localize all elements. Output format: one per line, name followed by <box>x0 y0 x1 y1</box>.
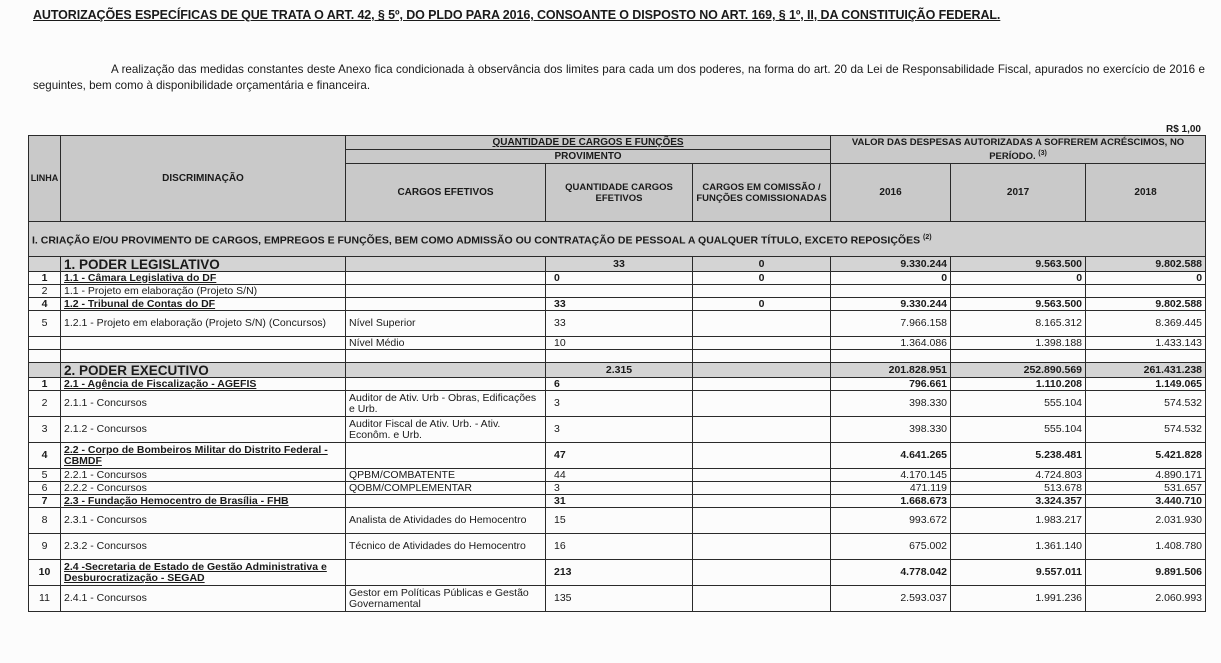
row-value-2018: 531.657 <box>1086 482 1206 495</box>
row-comissao <box>693 482 831 495</box>
row-comissao <box>693 534 831 560</box>
row-value-2017: 555.104 <box>951 417 1086 443</box>
row-value-2018: 1.433.143 <box>1086 337 1206 350</box>
row-comissao <box>693 560 831 586</box>
row-value-2017: 1.361.140 <box>951 534 1086 560</box>
row-value-2016: 4.641.265 <box>831 443 951 469</box>
row-comissao <box>693 508 831 534</box>
row-comissao: 0 <box>693 257 831 272</box>
header-linha: LINHA <box>29 136 61 222</box>
row-discriminacao: 2.1.2 - Concursos <box>61 417 346 443</box>
row-value-2017: 9.563.500 <box>951 257 1086 272</box>
row-quantidade: 213 <box>546 560 693 586</box>
row-value-2016: 7.966.158 <box>831 311 951 337</box>
row-cargo-efetivo <box>346 285 546 298</box>
row-linha: 2 <box>29 391 61 417</box>
header-2017: 2017 <box>951 164 1086 222</box>
row-linha: 4 <box>29 443 61 469</box>
table-row <box>29 417 1206 443</box>
row-quantidade: 3 <box>546 482 693 495</box>
row-value-2016: 471.119 <box>831 482 951 495</box>
row-cargo-efetivo <box>346 272 546 285</box>
table-row <box>29 586 1206 612</box>
row-value-2017: 8.165.312 <box>951 311 1086 337</box>
row-comissao <box>693 363 831 378</box>
row-quantidade: 6 <box>546 378 693 391</box>
row-discriminacao: 2.3.2 - Concursos <box>61 534 346 560</box>
row-quantidade: 10 <box>546 337 693 350</box>
row-cargo-efetivo <box>346 443 546 469</box>
row-linha: 10 <box>29 560 61 586</box>
row-value-2018: 5.421.828 <box>1086 443 1206 469</box>
table-row <box>29 350 1206 363</box>
row-discriminacao: 2. PODER EXECUTIVO <box>61 363 346 378</box>
currency-unit: R$ 1,00 <box>1165 124 1201 135</box>
row-value-2018: 4.890.171 <box>1086 469 1206 482</box>
table-row <box>29 285 1206 298</box>
row-value-2017: 252.890.569 <box>951 363 1086 378</box>
row-comissao <box>693 285 831 298</box>
row-value-2017: 555.104 <box>951 391 1086 417</box>
poder-row <box>29 257 1206 272</box>
row-value-2016: 398.330 <box>831 417 951 443</box>
row-value-2018: 261.431.238 <box>1086 363 1206 378</box>
row-comissao <box>693 586 831 612</box>
table-row <box>29 378 1206 391</box>
row-value-2016: 0 <box>831 272 951 285</box>
row-value-2017: 9.557.011 <box>951 560 1086 586</box>
row-value-2017: 3.324.357 <box>951 495 1086 508</box>
row-quantidade: 31 <box>546 495 693 508</box>
row-quantidade: 15 <box>546 508 693 534</box>
row-value-2018: 1.149.065 <box>1086 378 1206 391</box>
row-cargo-efetivo: Auditor Fiscal de Ativ. Urb. - Ativ. Econôm. e Urb. <box>346 417 546 443</box>
table-row <box>29 443 1206 469</box>
row-linha: 8 <box>29 508 61 534</box>
row-value-2016 <box>831 285 951 298</box>
row-quantidade: 3 <box>546 391 693 417</box>
row-linha: 7 <box>29 495 61 508</box>
row-quantidade: 33 <box>546 311 693 337</box>
row-linha <box>29 350 61 363</box>
row-quantidade: 33 <box>546 257 693 272</box>
row-linha: 2 <box>29 285 61 298</box>
row-comissao <box>693 495 831 508</box>
row-value-2017: 1.110.208 <box>951 378 1086 391</box>
row-linha: 9 <box>29 534 61 560</box>
row-cargo-efetivo <box>346 495 546 508</box>
row-quantidade: 135 <box>546 586 693 612</box>
row-cargo-efetivo: Analista de Atividades do Hemocentro <box>346 508 546 534</box>
row-value-2018: 2.060.993 <box>1086 586 1206 612</box>
row-value-2018: 574.532 <box>1086 391 1206 417</box>
row-cargo-efetivo: QOBM/COMPLEMENTAR <box>346 482 546 495</box>
row-discriminacao: 1. PODER LEGISLATIVO <box>61 257 346 272</box>
table-row <box>29 482 1206 495</box>
table-row <box>29 272 1206 285</box>
row-value-2018: 1.408.780 <box>1086 534 1206 560</box>
header-2018: 2018 <box>1086 164 1206 222</box>
row-value-2018 <box>1086 285 1206 298</box>
row-value-2017 <box>951 285 1086 298</box>
row-discriminacao <box>61 337 346 350</box>
row-value-2018: 2.031.930 <box>1086 508 1206 534</box>
row-linha: 5 <box>29 311 61 337</box>
row-discriminacao: 2.2.1 - Concursos <box>61 469 346 482</box>
row-discriminacao: 2.2 - Corpo de Bombeiros Militar do Distrito Federal - CBMDF <box>61 443 346 469</box>
row-value-2018: 9.891.506 <box>1086 560 1206 586</box>
row-value-2016: 9.330.244 <box>831 257 951 272</box>
row-comissao <box>693 337 831 350</box>
row-cargo-efetivo <box>346 257 546 272</box>
row-quantidade: 0 <box>546 272 693 285</box>
row-quantidade: 44 <box>546 469 693 482</box>
authorization-table <box>28 135 1206 612</box>
row-value-2016: 2.593.037 <box>831 586 951 612</box>
header-quantidade-group: QUANTIDADE DE CARGOS E FUNÇÕES <box>346 136 831 150</box>
row-value-2018: 574.532 <box>1086 417 1206 443</box>
row-value-2018: 9.802.588 <box>1086 257 1206 272</box>
row-linha: 5 <box>29 469 61 482</box>
row-discriminacao: 2.3 - Fundação Hemocentro de Brasília - FHB <box>61 495 346 508</box>
row-value-2016: 675.002 <box>831 534 951 560</box>
row-comissao <box>693 443 831 469</box>
row-comissao <box>693 378 831 391</box>
row-comissao <box>693 417 831 443</box>
row-value-2016: 4.778.042 <box>831 560 951 586</box>
document-title: AUTORIZAÇÕES ESPECÍFICAS DE QUE TRATA O ART. 42, § 5º, DO PLDO PARA 2016, CONSOANTE O DISPOSTO NO ART. 169, § 1º, II, DA CONSTITUIÇÃO FEDERAL. <box>33 8 1001 22</box>
table-row <box>29 311 1206 337</box>
table-row <box>29 298 1206 311</box>
row-discriminacao: 2.4 -Secretaria de Estado de Gestão Administrativa e Desburocratização - SEGAD <box>61 560 346 586</box>
row-discriminacao: 1.1 - Projeto em elaboração (Projeto S/N) <box>61 285 346 298</box>
row-cargo-efetivo: QPBM/COMBATENTE <box>346 469 546 482</box>
intro-paragraph <box>33 62 1205 94</box>
table-row <box>29 534 1206 560</box>
row-linha: 11 <box>29 586 61 612</box>
row-quantidade <box>546 350 693 363</box>
row-value-2016 <box>831 350 951 363</box>
row-comissao: 0 <box>693 272 831 285</box>
row-discriminacao: 2.2.2 - Concursos <box>61 482 346 495</box>
row-value-2018: 9.802.588 <box>1086 298 1206 311</box>
row-comissao <box>693 469 831 482</box>
row-linha <box>29 363 61 378</box>
header-quantidade-cargos-efetivos: QUANTIDADE CARGOS EFETIVOS <box>546 164 693 222</box>
row-quantidade: 33 <box>546 298 693 311</box>
row-comissao: 0 <box>693 298 831 311</box>
row-linha <box>29 257 61 272</box>
row-cargo-efetivo: Gestor em Políticas Públicas e Gestão Governamental <box>346 586 546 612</box>
row-cargo-efetivo <box>346 350 546 363</box>
row-discriminacao: 2.1 - Agência de Fiscalização - AGEFIS <box>61 378 346 391</box>
row-comissao <box>693 391 831 417</box>
header-cargos-efetivos: CARGOS EFETIVOS <box>346 164 546 222</box>
poder-row <box>29 363 1206 378</box>
row-value-2017: 1.983.217 <box>951 508 1086 534</box>
row-value-2017 <box>951 350 1086 363</box>
row-value-2017: 513.678 <box>951 482 1086 495</box>
row-value-2017: 5.238.481 <box>951 443 1086 469</box>
row-comissao <box>693 311 831 337</box>
row-value-2018 <box>1086 350 1206 363</box>
row-discriminacao: 2.1.1 - Concursos <box>61 391 346 417</box>
row-linha: 6 <box>29 482 61 495</box>
row-discriminacao: 1.2 - Tribunal de Contas do DF <box>61 298 346 311</box>
table-row <box>29 469 1206 482</box>
row-value-2018: 8.369.445 <box>1086 311 1206 337</box>
table-row <box>29 495 1206 508</box>
row-discriminacao: 2.3.1 - Concursos <box>61 508 346 534</box>
row-linha: 4 <box>29 298 61 311</box>
row-cargo-efetivo: Nível Superior <box>346 311 546 337</box>
row-value-2016: 796.661 <box>831 378 951 391</box>
row-discriminacao: 1.2.1 - Projeto em elaboração (Projeto S/N) (Concursos) <box>61 311 346 337</box>
row-value-2016: 9.330.244 <box>831 298 951 311</box>
row-value-2016: 398.330 <box>831 391 951 417</box>
row-value-2016: 993.672 <box>831 508 951 534</box>
row-value-2016: 201.828.951 <box>831 363 951 378</box>
row-value-2017: 4.724.803 <box>951 469 1086 482</box>
row-linha: 1 <box>29 378 61 391</box>
row-value-2017: 1.991.236 <box>951 586 1086 612</box>
row-value-2017: 0 <box>951 272 1086 285</box>
row-linha: 3 <box>29 417 61 443</box>
row-quantidade: 3 <box>546 417 693 443</box>
row-cargo-efetivo <box>346 560 546 586</box>
row-discriminacao: 2.4.1 - Concursos <box>61 586 346 612</box>
row-discriminacao <box>61 350 346 363</box>
header-provimento: PROVIMENTO <box>346 150 831 164</box>
table-row <box>29 337 1206 350</box>
row-value-2016: 1.364.086 <box>831 337 951 350</box>
row-cargo-efetivo <box>346 298 546 311</box>
row-quantidade: 16 <box>546 534 693 560</box>
row-cargo-efetivo: Nível Médio <box>346 337 546 350</box>
row-cargo-efetivo: Auditor de Ativ. Urb - Obras, Edificações e Urb. <box>346 391 546 417</box>
row-value-2018: 0 <box>1086 272 1206 285</box>
row-cargo-efetivo <box>346 363 546 378</box>
section-header: I. CRIAÇÃO E/OU PROVIMENTO DE CARGOS, EMPREGOS E FUNÇÕES, BEM COMO ADMISSÃO OU CONTRATAÇÃO DE PESSOAL A QUALQUER TÍTULO, EXCETO REPOSIÇÕES $^{(2)}$ <box>29 222 1206 257</box>
row-linha <box>29 337 61 350</box>
table-row <box>29 508 1206 534</box>
row-comissao <box>693 350 831 363</box>
intro-text: A realização das medidas constantes deste Anexo fica condicionada à observância dos limites para cada um dos poderes, na forma do art. 20 da Lei de Responsabilidade Fiscal, apurados no exercício de 2016 e seguintes, bem como à disponibilidade orçamentária e financeira. <box>33 63 1205 92</box>
row-value-2018: 3.440.710 <box>1086 495 1206 508</box>
header-valor-group: VALOR DAS DESPESAS AUTORIZADAS A SOFREREM ACRÉSCIMOS, NO PERÍODO. $^{(3)}$ <box>831 136 1206 164</box>
row-value-2017: 9.563.500 <box>951 298 1086 311</box>
row-quantidade: 47 <box>546 443 693 469</box>
row-value-2017: 1.398.188 <box>951 337 1086 350</box>
header-cargos-comissao: CARGOS EM COMISSÃO / FUNÇÕES COMISSIONADAS <box>693 164 831 222</box>
table-row <box>29 560 1206 586</box>
row-value-2016: 1.668.673 <box>831 495 951 508</box>
row-cargo-efetivo <box>346 378 546 391</box>
row-linha: 1 <box>29 272 61 285</box>
row-quantidade <box>546 285 693 298</box>
row-discriminacao: 1.1 - Câmara Legislativa do DF <box>61 272 346 285</box>
row-cargo-efetivo: Técnico de Atividades do Hemocentro <box>346 534 546 560</box>
row-quantidade: 2.315 <box>546 363 693 378</box>
header-2016: 2016 <box>831 164 951 222</box>
header-discriminacao: DISCRIMINAÇÃO <box>61 136 346 222</box>
table-row <box>29 391 1206 417</box>
row-value-2016: 4.170.145 <box>831 469 951 482</box>
